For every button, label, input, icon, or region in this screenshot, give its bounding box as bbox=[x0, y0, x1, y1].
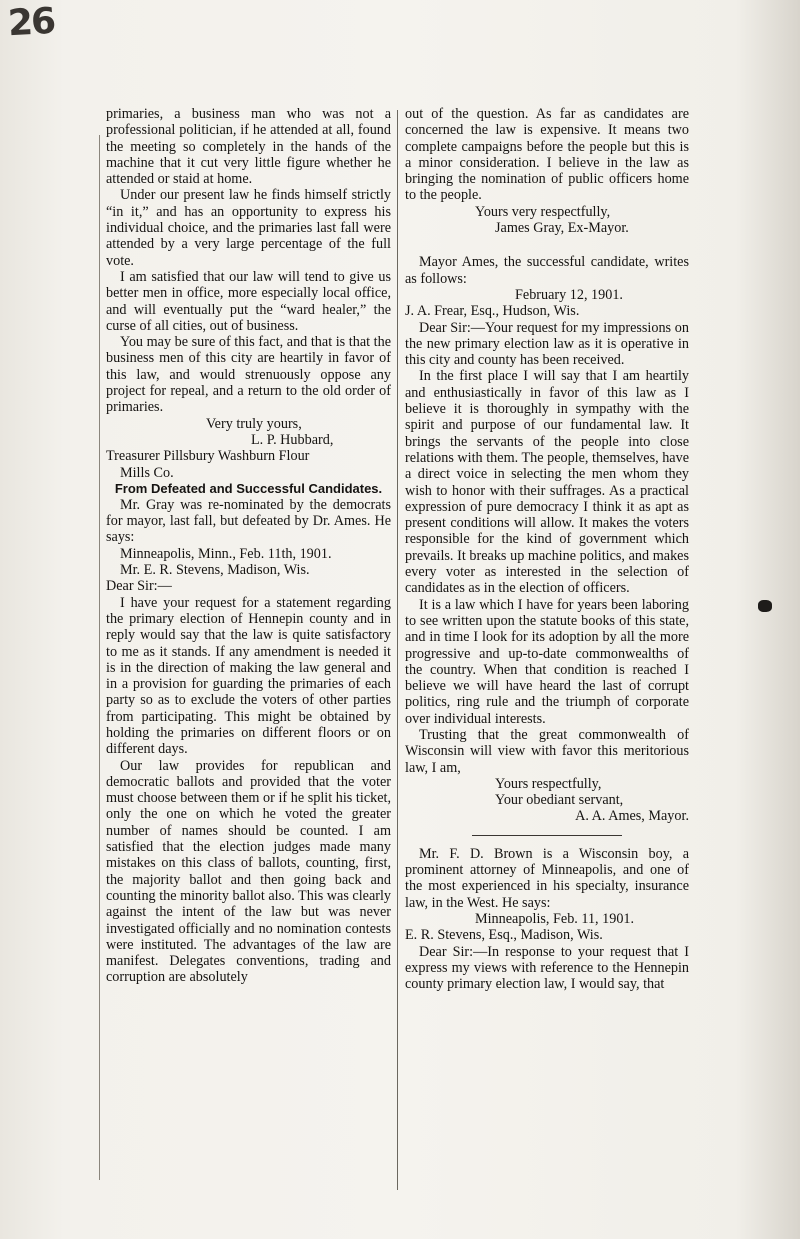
right-paragraph: Minneapolis, Feb. 11, 1901. bbox=[475, 910, 635, 927]
column-divider bbox=[397, 110, 398, 1190]
right-paragraph: Your obediant servant, bbox=[495, 792, 624, 809]
right-paragraph: James Gray, Ex-Mayor. bbox=[495, 220, 629, 237]
left-paragraph: I am satisfied that our law will tend to give us better men in office, more especially local office, and will eventually put the “ward healer,” the curse of all cities, out of business. bbox=[106, 268, 391, 334]
right-paragraph: Dear Sir:—In response to your request that I express my views with reference to the Hennepin county primary election law, I would say, that bbox=[405, 943, 689, 993]
right-column bbox=[405, 106, 689, 992]
left-paragraph: Mr. Gray was re-nominated by the democrats for mayor, last fall, but defeated by Dr. Ames. He says: bbox=[106, 496, 391, 546]
left-paragraph: Treasurer Pillsbury Washburn Flour bbox=[106, 448, 310, 465]
right-paragraph: In the first place I will say that I am heartily and enthusiastically in favor of this law as I believe it is thoroughly in sympathy with the spirit and purpose of our fundamental law. It brings the servants of the people into close relations with them. The people, themselves, have a direct voice in selecting the men whom they wish to honor with their suffrages. As a practical expression of pure democracy I think it as apt as present conditions will allow. It makes the voters responsible for the kind of government which prevails. It breaks up machine politics, and makes every voter as interested in the selection of candidates as in the election of officers. bbox=[405, 368, 689, 597]
right-paragraph: J. A. Frear, Esq., Hudson, Wis. bbox=[405, 303, 580, 320]
right-separator-rule bbox=[472, 835, 622, 836]
left-paragraph: Our law provides for republican and democratic ballots and provided that the voter must choose between them or if he split his ticket, only the one on which he voted the greater number of names should be counted. I am satisfied that the election judges made many mistakes on this class of ballots, counting, first, the majority ballot and then going back and counting the minority ballot also. This was clearly against the intent of the law but was never investigated officially and no nomination contests were instituted. The advantages of the law are manifest. Delegates conventions, trading and corruption are absolutely bbox=[106, 757, 392, 986]
left-column bbox=[106, 106, 391, 986]
right-paragraph: Mr. F. D. Brown is a Wisconsin boy, a prominent attorney of Minneapolis, and one of the most experienced in his specialty, insurance law, in the West. He says: bbox=[405, 845, 689, 911]
right-paragraph: Yours very respectfully, bbox=[475, 203, 611, 220]
right-spacer bbox=[405, 236, 689, 254]
left-paragraph: Very truly yours, bbox=[206, 415, 302, 432]
left-paragraph: Under our present law he finds himself strictly “in it,” and has an opportunity to express his individual choice, and the primaries last fall were attended by a very large percentage of the full vote. bbox=[106, 187, 391, 269]
right-paragraph: A. A. Ames, Mayor. bbox=[575, 808, 689, 825]
left-paragraph: I have your request for a statement regarding the primary election of Hennepin county and in reply would say that the law is quite satisfactory to me as it stands. If any amendment is needed it is in the direction of making the law general and in a provision for guarding the primaries of each party so as to exclude the voters of other parties from participating. This might be obtained by holding the primaries on different floors or on different days. bbox=[106, 594, 391, 758]
right-paragraph: E. R. Stevens, Esq., Madison, Wis. bbox=[405, 927, 603, 944]
right-paragraph: Trusting that the great commonwealth of Wisconsin will view with favor this meritorious law, I am, bbox=[405, 726, 689, 776]
ink-smudge bbox=[758, 600, 772, 612]
left-margin-rule bbox=[99, 135, 100, 1180]
left-paragraph: L. P. Hubbard, bbox=[251, 431, 334, 448]
section-heading: From Defeated and Successful Candidates. bbox=[114, 480, 383, 496]
right-paragraph: out of the question. As far as candidates are concerned the law is expensive. It means two complete campaigns before the people but this is a minor consideration. I believe in the law as bringing the nomination of public officers home to the people. bbox=[405, 106, 689, 204]
right-paragraph: Yours respectfully, bbox=[495, 775, 602, 792]
right-paragraph: February 12, 1901. bbox=[515, 286, 623, 303]
right-paragraph: Dear Sir:—Your request for my impressions on the new primary election law as it is operative in this city and county has been received. bbox=[405, 319, 689, 369]
right-paragraph: Mayor Ames, the successful candidate, writes as follows: bbox=[405, 254, 689, 287]
left-paragraph: Minneapolis, Minn., Feb. 11th, 1901. bbox=[120, 545, 332, 562]
page-number: 26 bbox=[6, 0, 56, 45]
left-paragraph: Mr. E. R. Stevens, Madison, Wis. bbox=[120, 562, 310, 579]
left-paragraph: Dear Sir:— bbox=[106, 578, 172, 595]
left-paragraph: primaries, a business man who was not a professional politician, if he attended at all, found the meeting so completely in the hands of the machine that it cut very little figure whether he attended or staid at home. bbox=[106, 106, 391, 188]
left-paragraph: You may be sure of this fact, and that is that the business men of this city are heartily in favor of this law, and would strenuously oppose any project for repeal, and a return to the old order of primaries. bbox=[106, 334, 391, 416]
right-paragraph: It is a law which I have for years been laboring to see written upon the statute books of this state, and in time I look for its adoption by all the more progressive and up-to-date commonwealths of the country. When that condition is reached I believe we will have heard the last of corrupt politics, ring rule and the triumph of corporate over individual interests. bbox=[405, 596, 689, 727]
left-paragraph: Mills Co. bbox=[120, 464, 174, 481]
